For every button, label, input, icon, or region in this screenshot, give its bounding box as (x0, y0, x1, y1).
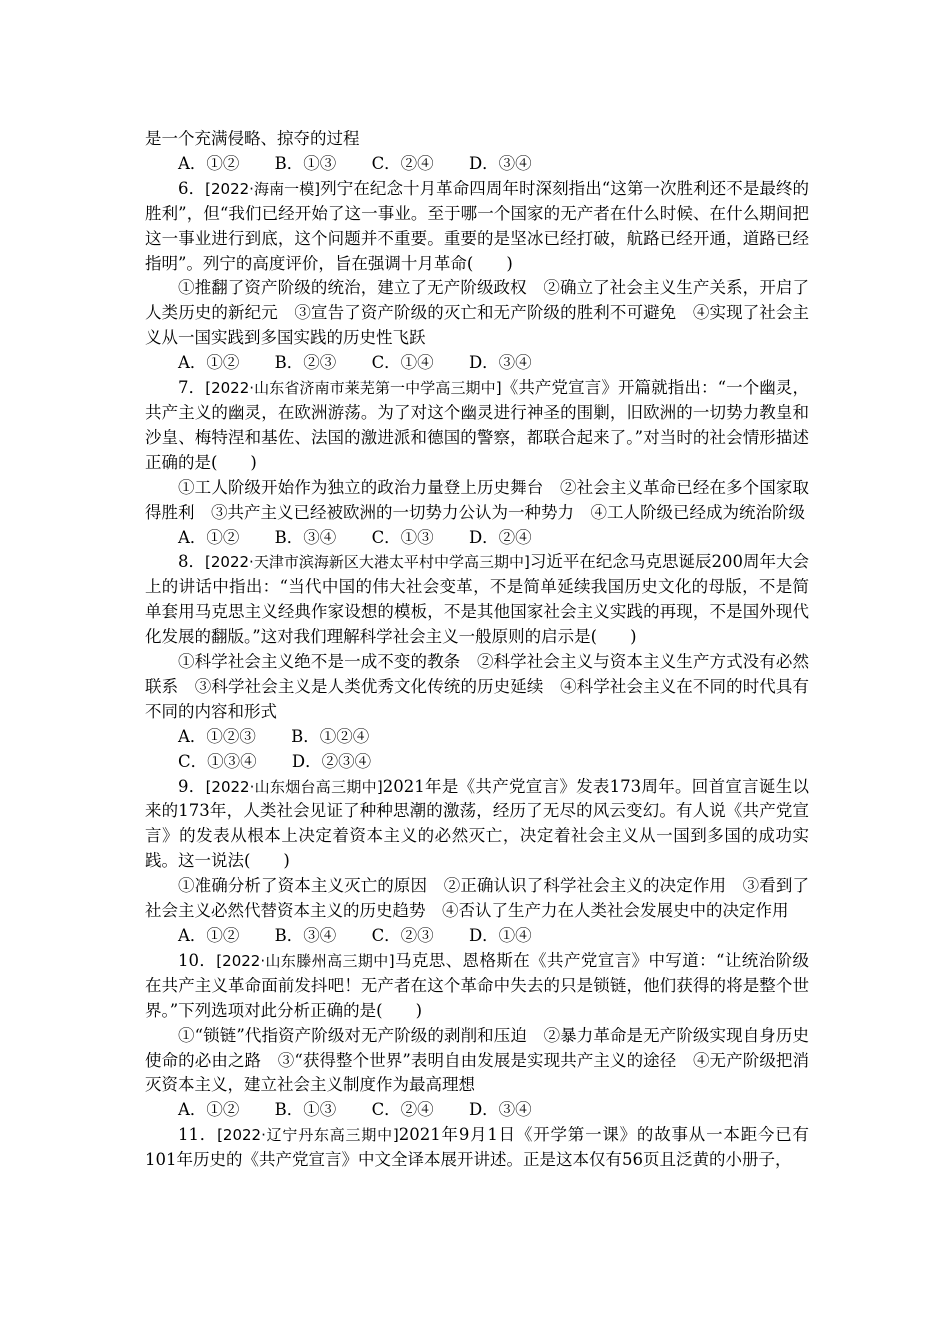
question-6-options (145, 351, 809, 376)
option-b: B．①②④ (291, 726, 370, 746)
question-8-stem (145, 550, 809, 650)
option-d: D．①④ (468, 926, 532, 945)
lead-options (145, 152, 809, 177)
question-8-options-row1 (145, 725, 809, 750)
question-source: [2022·山东省济南市莱芜第一中学高三期中] (205, 379, 502, 398)
option-b: B．②③ (274, 353, 337, 373)
question-number: 6． (178, 178, 206, 198)
option-c: C．②④ (371, 1100, 434, 1120)
option-b: B．③④ (274, 926, 337, 945)
question-number: 11． (178, 1125, 218, 1145)
question-text: 2021年9月1日《开学第一课》的故事从一本距今已有101年历史的《共产党宣言》中文全译本展开讲述。正是这本仅有56页且泛黄的小册子， (145, 1125, 809, 1170)
question-7-statements: ①工人阶级开始作为独立的政治力量登上历史舞台 ②社会主义革命已经在多个国家取得胜利 ③共产主义已经被欧洲的一切势力公认为一种势力 ④工人阶级已经成为统治阶级 (145, 477, 809, 522)
lead-text: 是一个充满侵略、掠夺的过程 (145, 129, 360, 148)
question-source: [2022·辽宁丹东高三期中] (217, 1126, 399, 1145)
question-number: 8． (178, 552, 206, 572)
question-number: 10． (178, 950, 217, 970)
question-9-statements: ①准确分析了资本主义灭亡的原因 ②正确认识了科学社会主义的决定作用 ③看到了社会主义必然代替资本主义的历史趋势 ④否认了生产力在人类社会发展史中的决定作用 (145, 876, 809, 921)
option-c: C．②④ (371, 153, 434, 173)
option-b: B．③④ (274, 527, 337, 547)
question-source: [2022·山东烟台高三期中] (205, 777, 383, 796)
question-9-options (145, 924, 809, 949)
question-10-options (145, 1098, 809, 1123)
question-number: 9． (178, 776, 206, 796)
question-11-stem (145, 1123, 809, 1173)
question-8-options-row2 (145, 750, 809, 775)
question-source: [2022·天津市滨海新区大港太平村中学高三期中] (205, 553, 530, 572)
question-9-stem (145, 775, 809, 875)
question-10-stem (145, 949, 809, 1024)
option-d: D．③④ (468, 353, 532, 373)
option-a: A．①② (178, 1100, 240, 1120)
option-b: B．①③ (274, 153, 337, 173)
question-text: 列宁在纪念十月革命四周年时深刻指出“这第一次胜利还不是最终的胜利”，但“我们已经开始了这一事业。至于哪一个国家的无产者在什么时候、在什么期间把这一事业进行到底，这个问题并不重要。重要的是坚冰已经打破，航路已经开通，道路已经指明”。列宁的高度评价，旨在强调十月革命( ) (145, 178, 810, 273)
question-10-statements: ①“锁链”代指资产阶级对无产阶级的剥削和压迫 ②暴力革命是无产阶级实现自身历史使命的必由之路 ③“获得整个世界”表明自由发展是实现共产主义的途径 ④无产阶级把消灭资本主义，建立社会主义制度作为最高理想 (145, 1025, 809, 1095)
question-6-statements: ①推翻了资产阶级的统治，建立了无产阶级政权 ②确立了社会主义生产关系，开启了人类历史的新纪元 ③宣告了资产阶级的灭亡和无产阶级的胜利不可避免 ④实现了社会主义从一国实践到多国实践的历史性飞跃 (145, 278, 809, 348)
option-c: C．①④ (371, 353, 434, 373)
option-a: A．①② (178, 926, 240, 945)
question-number: 7． (178, 378, 206, 398)
option-d: D．③④ (468, 153, 532, 173)
option-b: B．①③ (274, 1100, 337, 1120)
document-page (145, 127, 809, 1173)
option-c: C．①③ (371, 527, 434, 547)
option-a: A．①② (178, 527, 240, 547)
option-a: A．①② (178, 153, 240, 173)
question-6-stem (145, 177, 809, 277)
question-7-stem (145, 376, 809, 476)
question-text: 习近平在纪念马克思诞辰200周年大会上的讲话中指出：“当代中国的伟大社会变革，不是简单延续我国历史文化的母版，不是简单套用马克思主义经典作家设想的模板，不是其他国家社会主义实践的再现，不是国外现代化发展的翻版。”这对我们理解科学社会主义一般原则的启示是( ) (145, 552, 810, 647)
question-text: 《共产党宣言》开篇就指出：“一个幽灵，共产主义的幽灵，在欧洲游荡。为了对这个幽灵进行神圣的围剿，旧欧洲的一切势力教皇和沙皇、梅特涅和基佐、法国的激进派和德国的警察，都联合起来了。”对当时的社会情形描述正确的是( ) (145, 378, 810, 472)
option-c: C．①③④ (178, 751, 257, 771)
option-d: D．③④ (468, 1100, 532, 1120)
option-a: A．①②③ (178, 726, 256, 746)
question-source: [2022·海南一模] (205, 179, 321, 198)
question-8-statements: ①科学社会主义绝不是一成不变的教条 ②科学社会主义与资本主义生产方式没有必然联系 ③科学社会主义是人类优秀文化传统的历史延续 ④科学社会主义在不同的时代具有不同的内容和形式 (145, 652, 809, 721)
question-7-options (145, 526, 809, 551)
option-c: C．②③ (371, 926, 434, 945)
option-d: D．②③④ (291, 751, 372, 771)
question-source: [2022·山东滕州高三期中] (216, 951, 395, 970)
option-a: A．①② (178, 353, 240, 373)
option-d: D．②④ (468, 527, 532, 547)
question-text: 马克思、恩格斯在《共产党宣言》中写道：“让统治阶级在共产主义革命面前发抖吧！无产者在这个革命中失去的只是锁链，他们获得的将是整个世界。”下列选项对此分析正确的是( ) (145, 950, 809, 1020)
question-text: 2021年是《共产党宣言》发表173周年。回首宣言诞生以来的173年，人类社会见证了种种思潮的激荡，经历了无尽的风云变幻。有人说《共产党宣言》的发表从根本上决定着资本主义的必然灭亡，决定着社会主义从一国到多国的成功实践。这一说法( ) (145, 776, 809, 871)
